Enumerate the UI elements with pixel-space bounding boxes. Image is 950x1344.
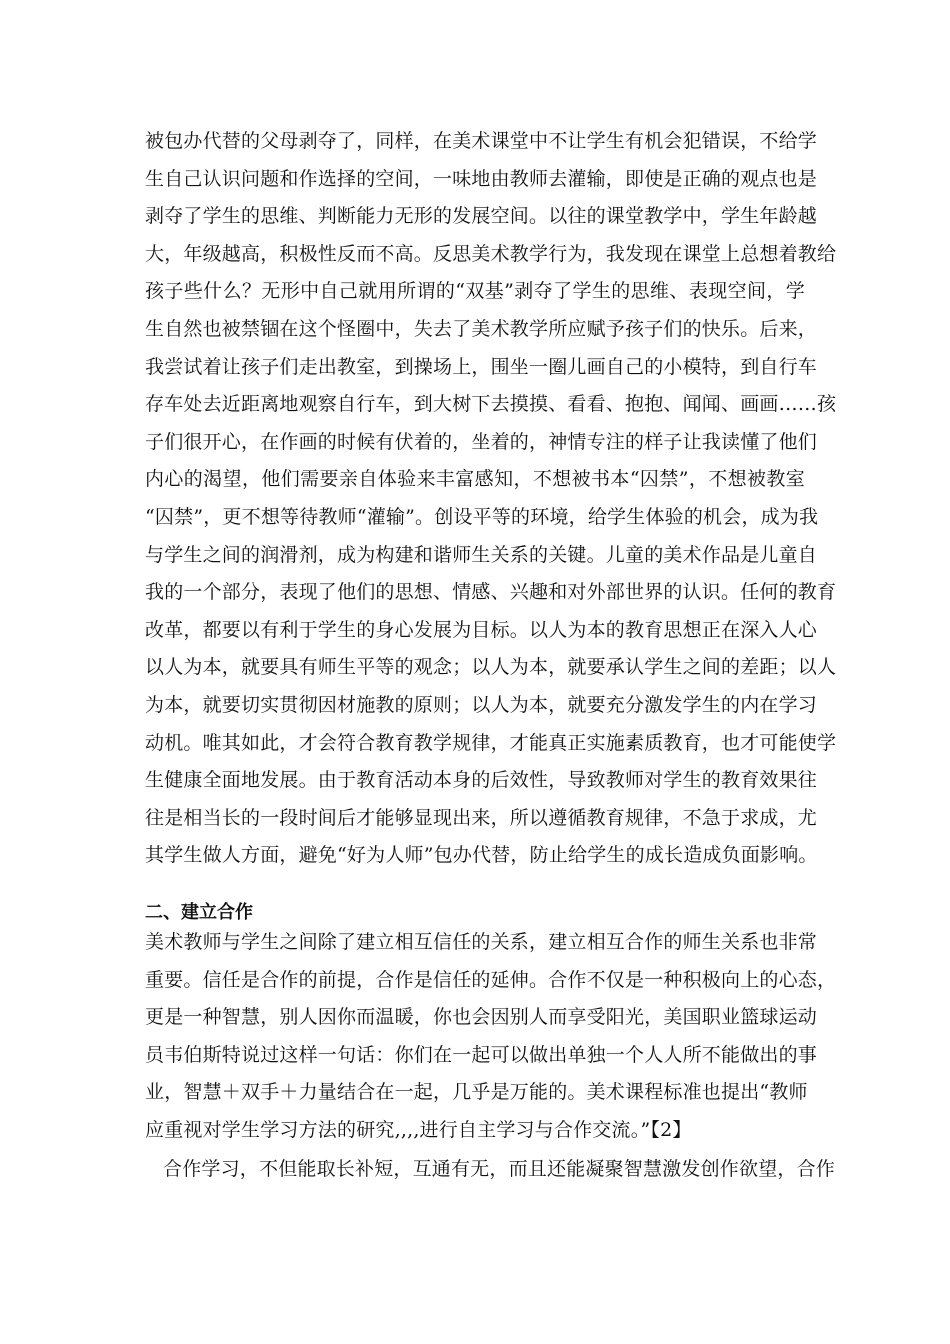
text-line: 重要。信任是合作的前提，合作是信任的延伸。合作不仅是一种积极向上的心态， (145, 968, 837, 991)
text-line: 应重视对学生学习方法的研究,,,,进行自主学习与合作交流。”【2】 (145, 1118, 692, 1141)
body-paragraph-1 (145, 123, 837, 875)
text-line: “囚禁”，更不想等待教师“灌输”。创设平等的环境，给学生体验的机会，成为我 (145, 505, 819, 528)
text-line: 为本，就要切实贯彻因材施教的原则；以人为本，就要充分激发学生的内在学习 (145, 693, 818, 716)
text-line: 剥夺了学生的思维、判断能力无形的发展空间。以往的课堂教学中，学生年龄越 (145, 205, 818, 228)
text-line: 存车处去近距离地观察自行车，到大树下去摸摸、看看、抱抱、闻闻、画画……孩 (145, 393, 837, 416)
text-line: 我的一个部分，表现了他们的思想、情感、兴趣和对外部世界的认识。任何的教育 (145, 581, 837, 604)
text-line: 被包办代替的父母剥夺了，同样，在美术课堂中不让学生有机会犯错误，不给学 (145, 130, 818, 152)
text-line: 美术教师与学生之间除了建立相互信任的关系，建立相互合作的师生关系也非常 (145, 931, 818, 953)
text-line: 合作学习，不但能取长补短，互通有无，而且还能凝聚智慧激发创作欲望，合作 (163, 1158, 836, 1180)
text-line: 孩子些什么？无形中自己就用所谓的“双基”剥夺了学生的思维、表现空间，学 (145, 280, 805, 303)
text-line: 子们很开心，在作画的时候有伏着的，坐着的，神情专注的样子让我读懂了他们 (145, 430, 818, 453)
text-line: 改革，都要以有利于学生的身心发展为目标。以人为本的教育思想正在深入人心 (145, 618, 818, 641)
body-paragraph-3 (145, 1151, 836, 1189)
body-paragraph-2 (145, 924, 837, 1150)
text-line: 业，智慧＋双手＋力量结合在一起，几乎是万能的。美术课程标准也提出“教师 (145, 1081, 808, 1104)
text-line: 我尝试着让孩子们走出教室，到操场上，围坐一圈儿画自己的小模特，到自行车 (145, 355, 818, 378)
text-line: 生健康全面地发展。由于教育活动本身的后效性，导致教师对学生的教育效果往 (145, 769, 818, 792)
text-line: 员韦伯斯特说过这样一句话：你们在一起可以做出单独一个人人所不能做出的事 (145, 1043, 818, 1066)
text-line: 大，年级越高，积极性反而不高。反思美术教学行为，我发现在课堂上总想着教给 (145, 242, 837, 265)
text-line: 其学生做人方面，避免“好为人师”包办代替，防止给学生的成长造成负面影响。 (145, 844, 818, 867)
text-line: 更是一种智慧，别人因你而温暖，你也会因别人而享受阳光，美国职业篮球运动 (145, 1006, 818, 1029)
text-line: 动机。唯其如此，才会符合教育教学规律，才能真正实施素质教育，也才可能使学 (145, 731, 837, 754)
text-line: 生自然也被禁锢在这个怪圈中，失去了美术教学所应赋予孩子们的快乐。后来， (145, 317, 818, 340)
text-line: 与学生之间的润滑剂，成为构建和谐师生关系的关键。儿童的美术作品是儿童自 (145, 543, 818, 566)
text-line: 内心的渴望，他们需要亲自体验来丰富感知，不想被书本“囚禁”，不想被教室 (145, 468, 805, 491)
text-line: 往是相当长的一段时间后才能够显现出来，所以遵循教育规律，不急于求成，尤 (145, 806, 818, 829)
section-heading: 二、建立合作 (145, 902, 253, 923)
text-line: 生自己认识问题和作选择的空间，一味地由教师去灌输，即使是正确的观点也是 (145, 167, 818, 190)
text-line: 以人为本，就要具有师生平等的观念；以人为本，就要承认学生之间的差距；以人 (145, 656, 837, 679)
